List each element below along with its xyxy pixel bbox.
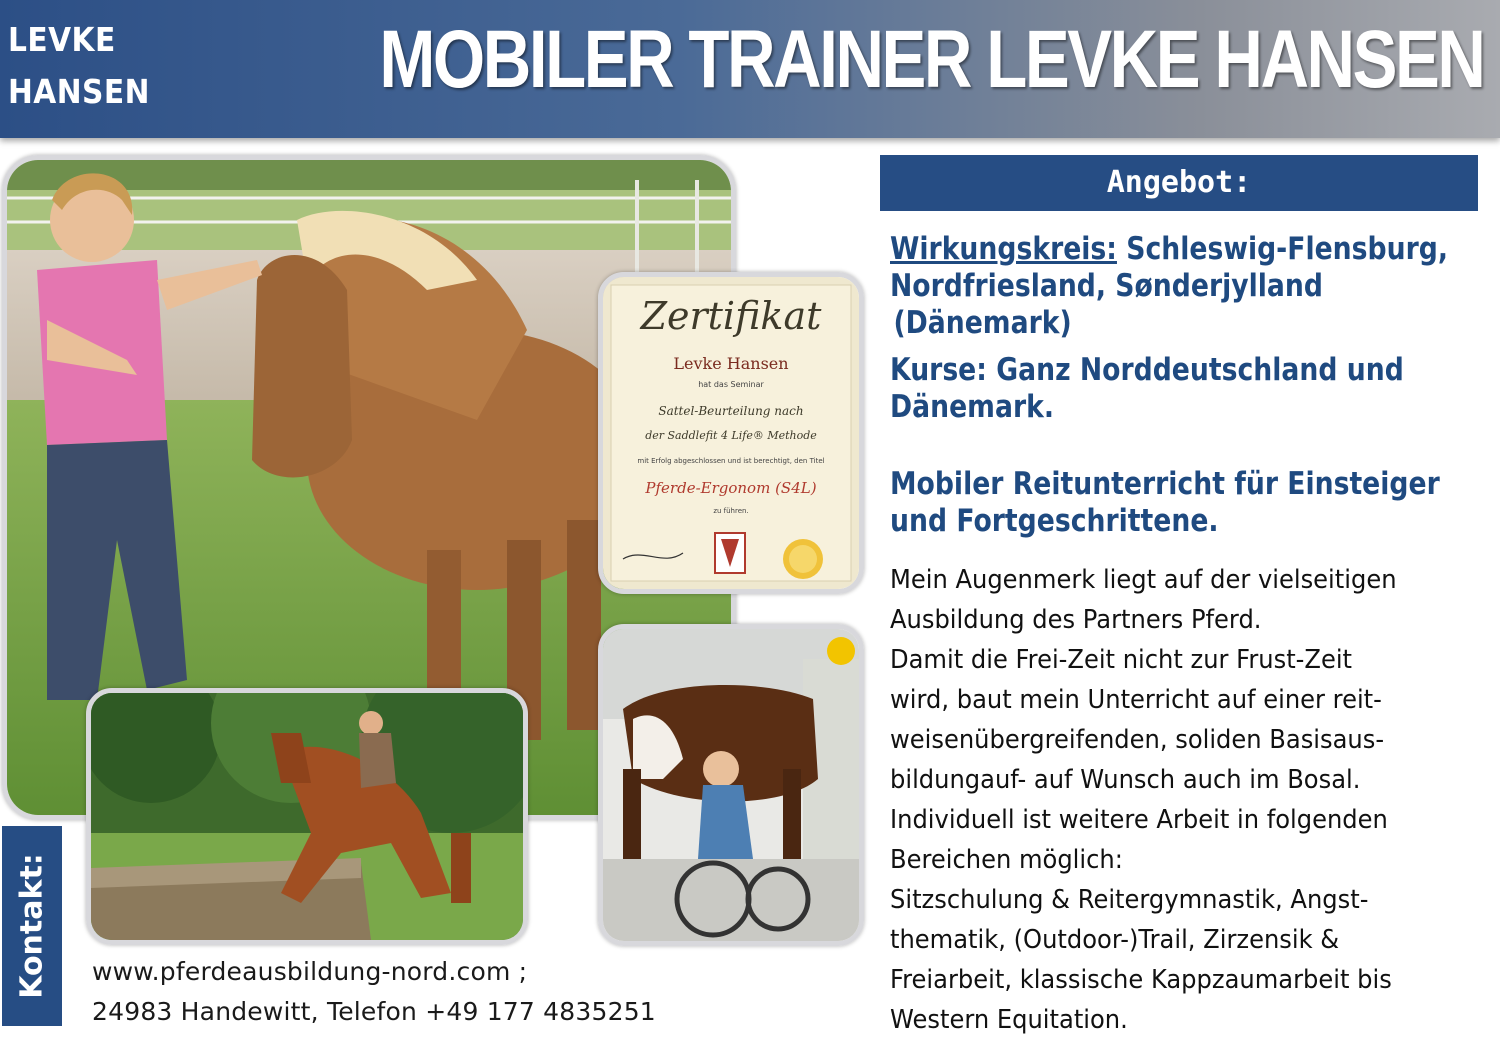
area-label: Wirkungskreis: bbox=[890, 231, 1117, 267]
wheelchair-rider-photo bbox=[598, 624, 864, 946]
header-banner bbox=[0, 0, 1500, 138]
certificate-name: Levke Hansen bbox=[673, 354, 789, 373]
certificate-line-2: Sattel-Beurteilung nach bbox=[658, 404, 804, 418]
body-line-2: Ausbildung des Partners Pferd. bbox=[890, 605, 1262, 635]
certificate-line-6: zu führen. bbox=[713, 507, 749, 515]
body-line-10: thematik, (Outdoor-)Trail, Zirzensik & bbox=[890, 925, 1340, 955]
courses-line-1: Kurse: Ganz Norddeutschland und bbox=[890, 352, 1404, 388]
logo-line-2: HANSEN bbox=[8, 72, 150, 111]
body-line-12: Western Equitation. bbox=[890, 1005, 1128, 1035]
body-line-4: wird, baut mein Unterricht auf einer reit- bbox=[890, 685, 1382, 715]
body-line-6: bildungauf- auf Wunsch auch im Bosal. bbox=[890, 765, 1361, 795]
contact-info bbox=[92, 952, 732, 1032]
logo-text bbox=[8, 14, 150, 118]
description-text bbox=[890, 560, 1485, 1040]
body-line-7: Individuell ist weitere Arbeit in folgenden bbox=[890, 805, 1388, 835]
contact-tab bbox=[2, 826, 62, 1026]
horse-jump-photo bbox=[86, 688, 528, 945]
courses-line-2: Dänemark. bbox=[890, 389, 1054, 425]
lessons-line-1: Mobiler Reitunterricht für Einsteiger bbox=[890, 466, 1440, 502]
body-line-3: Damit die Frei-Zeit nicht zur Frust-Zeit bbox=[890, 645, 1353, 675]
body-line-8: Bereichen möglich: bbox=[890, 845, 1123, 875]
courses-text bbox=[890, 352, 1492, 426]
certificate-image bbox=[598, 272, 864, 594]
certificate-title: Zertifikat bbox=[640, 294, 822, 338]
lessons-text bbox=[890, 466, 1492, 540]
area-value-3: (Dänemark) bbox=[893, 305, 1072, 341]
certificate-line-4: mit Erfolg abgeschlossen und ist berechtigt, den Titel bbox=[637, 457, 825, 465]
body-line-5: weisenübergreifenden, soliden Basisaus- bbox=[890, 725, 1385, 755]
contact-tab-label: Kontakt: bbox=[14, 853, 50, 999]
body-line-9: Sitzschulung & Reitergymnastik, Angst- bbox=[890, 885, 1369, 915]
page-title: MOBILER TRAINER LEVKE HANSEN bbox=[379, 14, 1484, 105]
area-value-1: Schleswig-Flensburg, bbox=[1116, 231, 1448, 267]
website-link[interactable]: www.pferdeausbildung-nord.com ; bbox=[92, 957, 528, 986]
offer-heading: Angebot: bbox=[880, 155, 1478, 211]
address-phone: 24983 Handewitt, Telefon +49 177 4835251 bbox=[92, 997, 656, 1026]
body-line-1: Mein Augenmerk liegt auf der vielseitigen bbox=[890, 565, 1397, 595]
lessons-line-2: und Fortgeschrittene. bbox=[890, 503, 1219, 539]
certificate-line-3: der Saddlefit 4 Life® Methode bbox=[645, 429, 817, 442]
certificate-line-1: hat das Seminar bbox=[698, 380, 764, 389]
certificate-line-5: Pferde-Ergonom (S4L) bbox=[645, 479, 817, 497]
logo-line-1: LEVKE bbox=[8, 20, 116, 59]
service-area bbox=[890, 231, 1492, 342]
area-value-2: Nordfriesland, Sønderjylland bbox=[890, 268, 1323, 304]
body-line-11: Freiarbeit, klassische Kappzaumarbeit bis bbox=[890, 965, 1392, 995]
